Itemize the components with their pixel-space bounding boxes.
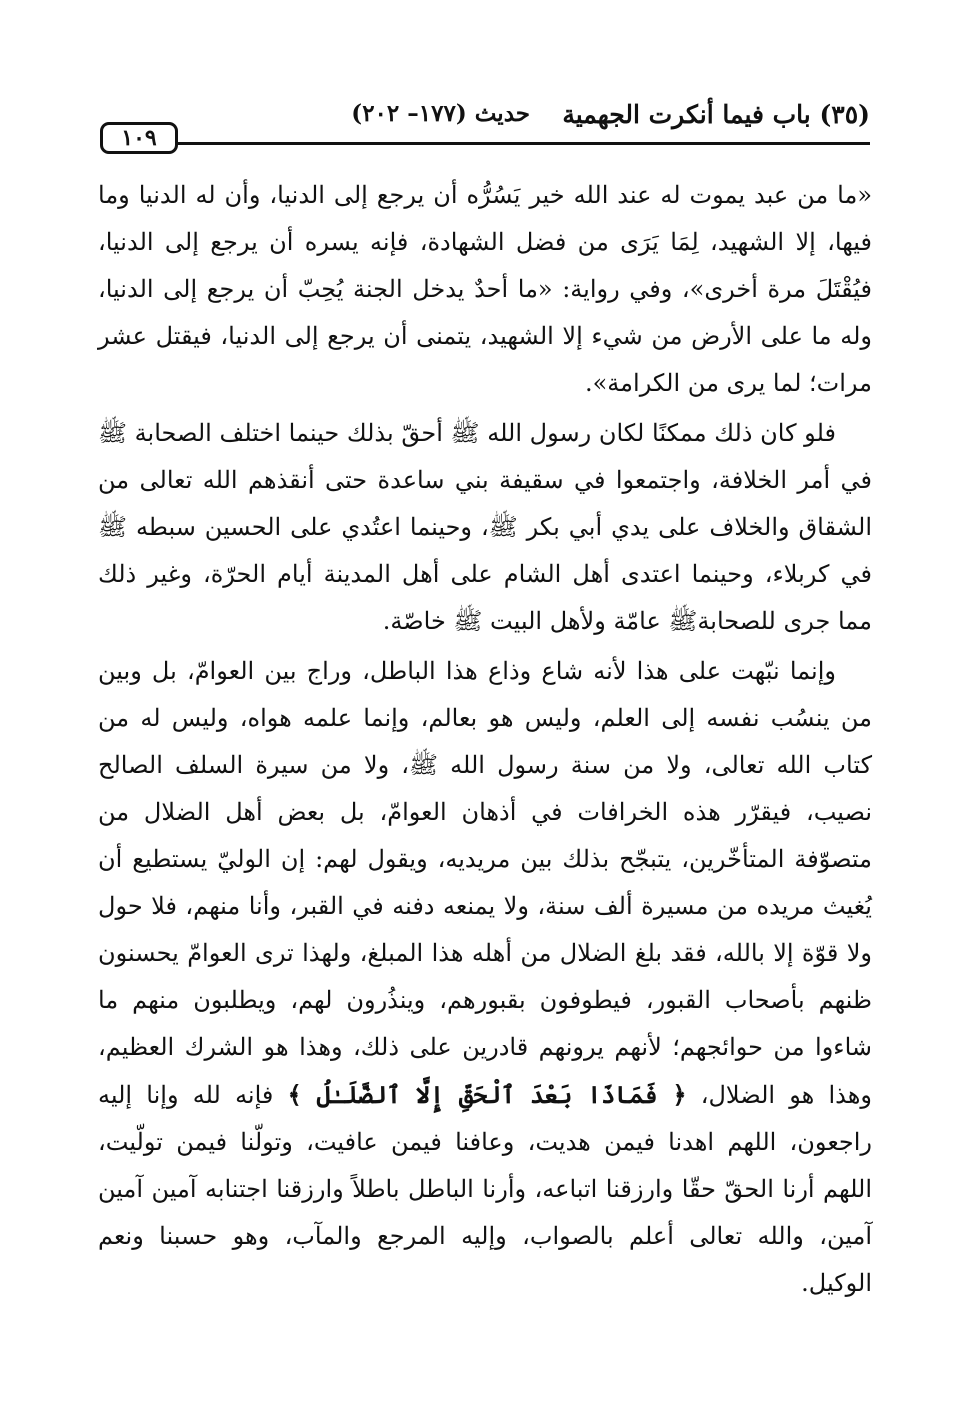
chapter-title: (٣٥) باب فيما أنكرت الجهمية [562, 100, 870, 129]
paragraph-warning-text-2: فإنه لله وإنا إليه راجعون، اللهم اهدنا فيمن هديت، وعافنا فيمن عافيت، وتولّنا فيمن تولّيت، اللهم أرنا الحقّ حقّا وارزقنا اتباعه، وأرنا الباطل باطلاً وارزقنا اجتنابه آمين آمين آمين، والله تعالى أعلم بالصواب، وإليه المرجع والمآب، وهو حسبنا ونعم الوكيل. [98, 1081, 872, 1297]
paragraph-warning-text-1: وإنما نبّهت على هذا لأنه شاع وذاع هذا الباطل، وراج بين العوامّ، بل وبين من ينسُب نفسه إلى العلم، وليس هو بعالم، وإنما علمه هواه، وليس له من كتاب الله تعالى، ولا من سنة رسول الله ﷺ، ولا من سيرة السلف الصالح نصيب، فيقرّر هذه الخرافات في أذهان العوامّ، بل بعض أهل الضلال من متصوّفة المتأخّرين، يتبجّح بذلك بين مريديه، ويقول لهم: إن الوليّ يستطيع أن يُغيث مريده من مسيرة ألف سنة، ولا يمنعه دفنه في القبر، وأنا منهم، فلا حول ولا قوّة إلا بالله، فقد بلغ الضلال من أهله هذا المبلغ، ولهذا ترى العوامّ يحسنون ظنهم بأصحاب القبور، فيطوفون بقبورهم، وينذُرون لهم، ويطلبون منهم ما شاءوا من حوائجهم؛ لأنهم يرونهم قادرين على ذلك، وهذا هو الشرك العظيم، وهذا هو الضلال، [98, 657, 873, 1109]
header-divider [178, 142, 870, 145]
main-text [98, 172, 872, 1310]
quran-verse: ﴿ فَمَاذَا بَعْدَ ٱلْحَقِّ إِلَّا ٱلضَّلَـٰلُ ﴾ [287, 1080, 687, 1109]
page-header [100, 100, 870, 156]
paragraph-hadith-quote: «ما من عبد يموت له عند الله خير يَسُرُّه أن يرجع إلى الدنيا، وأن له الدنيا وما فيها، إلا الشهيد، لِمَا يَرَى من فضل الشهادة، فإنه يسره أن يرجع إلى الدنيا، فيُقْتَلَ مرة أخرى»، وفي رواية: «ما أحدٌ يدخل الجنة يُحِبّ أن يرجع إلى الدنيا، وله ما على الأرض من شيء إلا الشهيد، يتمنى أن يرجع إلى الدنيا، فيقتل عشر مرات؛ لما يرى من الكرامة». [98, 181, 872, 397]
page-number: ١٠٩ [100, 122, 178, 154]
paragraph-warning [98, 648, 872, 1307]
paragraph-companions: فلو كان ذلك ممكنًا لكان رسول الله ﷺ أحقّ بذلك حينما اختلف الصحابة ﷺ في أمر الخلافة، واجتمعوا في سقيفة بني ساعدة حتى أنقذهم الله تعالى من الشقاق والخلاف على يدي أبي بكر ﷺ، وحينما اعتُدي على الحسين سبطه ﷺ في كربلاء، وحينما اعتدى أهل الشام على أهل المدينة أيام الحرّة، وغير ذلك مما جرى للصحابةﷺ عامّة ولأهل البيت ﷺ خاصّة. [98, 419, 872, 635]
hadith-range: حديث (١٧٧– ٢٠٢) [351, 100, 530, 127]
